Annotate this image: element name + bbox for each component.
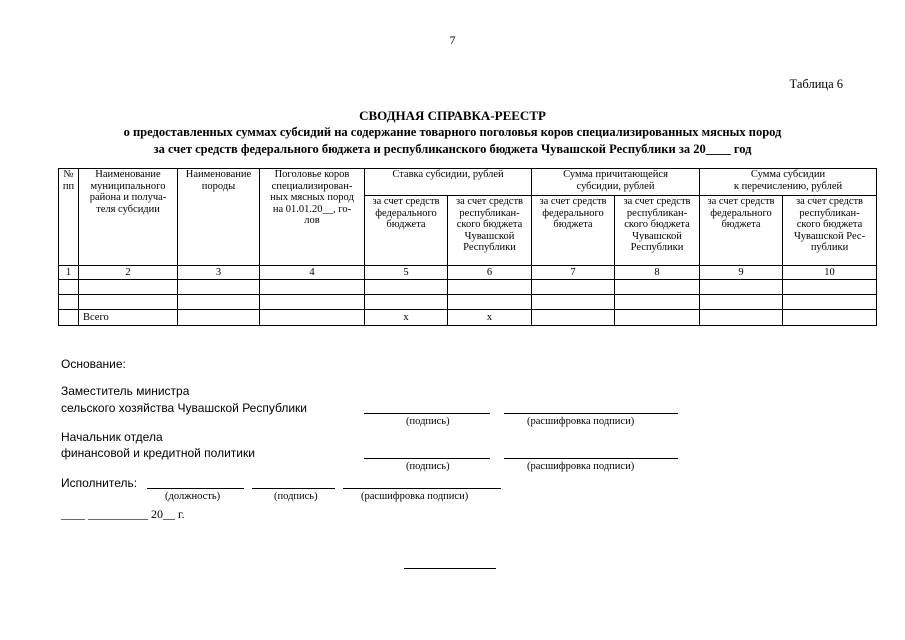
column-number: 9: [700, 266, 783, 280]
subheader-rate-federal: за счет средств федерального бюджета: [365, 196, 448, 266]
document-subtitle-line-2: за счет средств федерального бюджета и республиканского бюджета Чувашской Республики за 20____ год: [153, 142, 752, 156]
total-label: Всего: [79, 310, 178, 326]
head-signature-caption: (подпись): [406, 461, 450, 472]
deputy-signature-line: [364, 413, 490, 414]
deputy-decoding-caption: (расшифровка подписи): [527, 416, 635, 427]
header-breed: Наименование породы: [178, 169, 260, 266]
deputy-title-line-1: Заместитель министра: [61, 384, 190, 398]
date-line: ____ __________ 20__ г.: [61, 507, 185, 521]
subheader-due-federal: за счет средств федерального бюджета: [532, 196, 615, 266]
executor-decoding-line: [343, 488, 501, 489]
document-subtitle-line-1: о предоставленных суммах субсидий на содержание товарного поголовья коров специализированных мясных пород: [123, 125, 782, 139]
executor-position-caption: (должность): [165, 491, 221, 502]
subheader-rate-republic: за счет средств республикан- ского бюджета Чувашской Республики: [448, 196, 532, 266]
column-number: 8: [615, 266, 700, 280]
header-rate-group: Ставка субсидии, рублей: [365, 169, 532, 196]
head-decoding-caption: (расшифровка подписи): [527, 461, 635, 472]
head-decoding-line: [504, 458, 678, 459]
column-number-row: [59, 266, 877, 280]
header-district: Наименование муниципального района и получа- теля субсидии: [79, 169, 178, 266]
header-transfer-group: Сумма субсидии к перечислению, рублей: [700, 169, 877, 196]
bottom-separator-line: [404, 568, 496, 569]
column-number: 6: [448, 266, 532, 280]
deputy-title-line-2: сельского хозяйства Чувашской Республики: [61, 401, 307, 415]
page-number: 7: [449, 33, 456, 47]
column-number: 7: [532, 266, 615, 280]
column-number: 2: [79, 266, 178, 280]
header-herd: Поголовье коров специализирован- ных мясных пород на 01.01.20__, го- лов: [260, 169, 365, 266]
table-row-total: [59, 310, 877, 326]
executor-decoding-caption: (расшифровка подписи): [361, 491, 469, 502]
header-no: № пп: [59, 169, 79, 266]
column-number: 5: [365, 266, 448, 280]
total-rate-federal: х: [365, 310, 448, 326]
deputy-signature-caption: (подпись): [406, 416, 450, 427]
registry-table: [58, 168, 877, 326]
total-rate-republic: х: [448, 310, 532, 326]
head-title-line-2: финансовой и кредитной политики: [61, 446, 255, 460]
executor-signature-line: [252, 488, 335, 489]
head-signature-line: [364, 458, 490, 459]
column-number: 10: [783, 266, 877, 280]
table-label: Таблица 6: [789, 77, 843, 91]
subheader-transfer-federal: за счет средств федерального бюджета: [700, 196, 783, 266]
column-number: 3: [178, 266, 260, 280]
executor-signature-caption: (подпись): [274, 491, 318, 502]
deputy-decoding-line: [504, 413, 678, 414]
head-title-line-1: Начальник отдела: [61, 430, 163, 444]
table-row-empty: [59, 280, 877, 295]
subheader-transfer-republic: за счет средств республикан- ского бюджета Чувашской Рес- публики: [783, 196, 877, 266]
column-number: 4: [260, 266, 365, 280]
executor-label: Исполнитель:: [61, 476, 138, 490]
header-due-group: Сумма причитающейся субсидии, рублей: [532, 169, 700, 196]
column-number: 1: [59, 266, 79, 280]
basis-label: Основание:: [61, 357, 126, 371]
document-title: СВОДНАЯ СПРАВКА-РЕЕСТР: [359, 108, 546, 123]
subheader-due-republic: за счет средств республикан- ского бюджета Чувашской Республики: [615, 196, 700, 266]
table-row-empty: [59, 295, 877, 310]
executor-position-line: [147, 488, 244, 489]
